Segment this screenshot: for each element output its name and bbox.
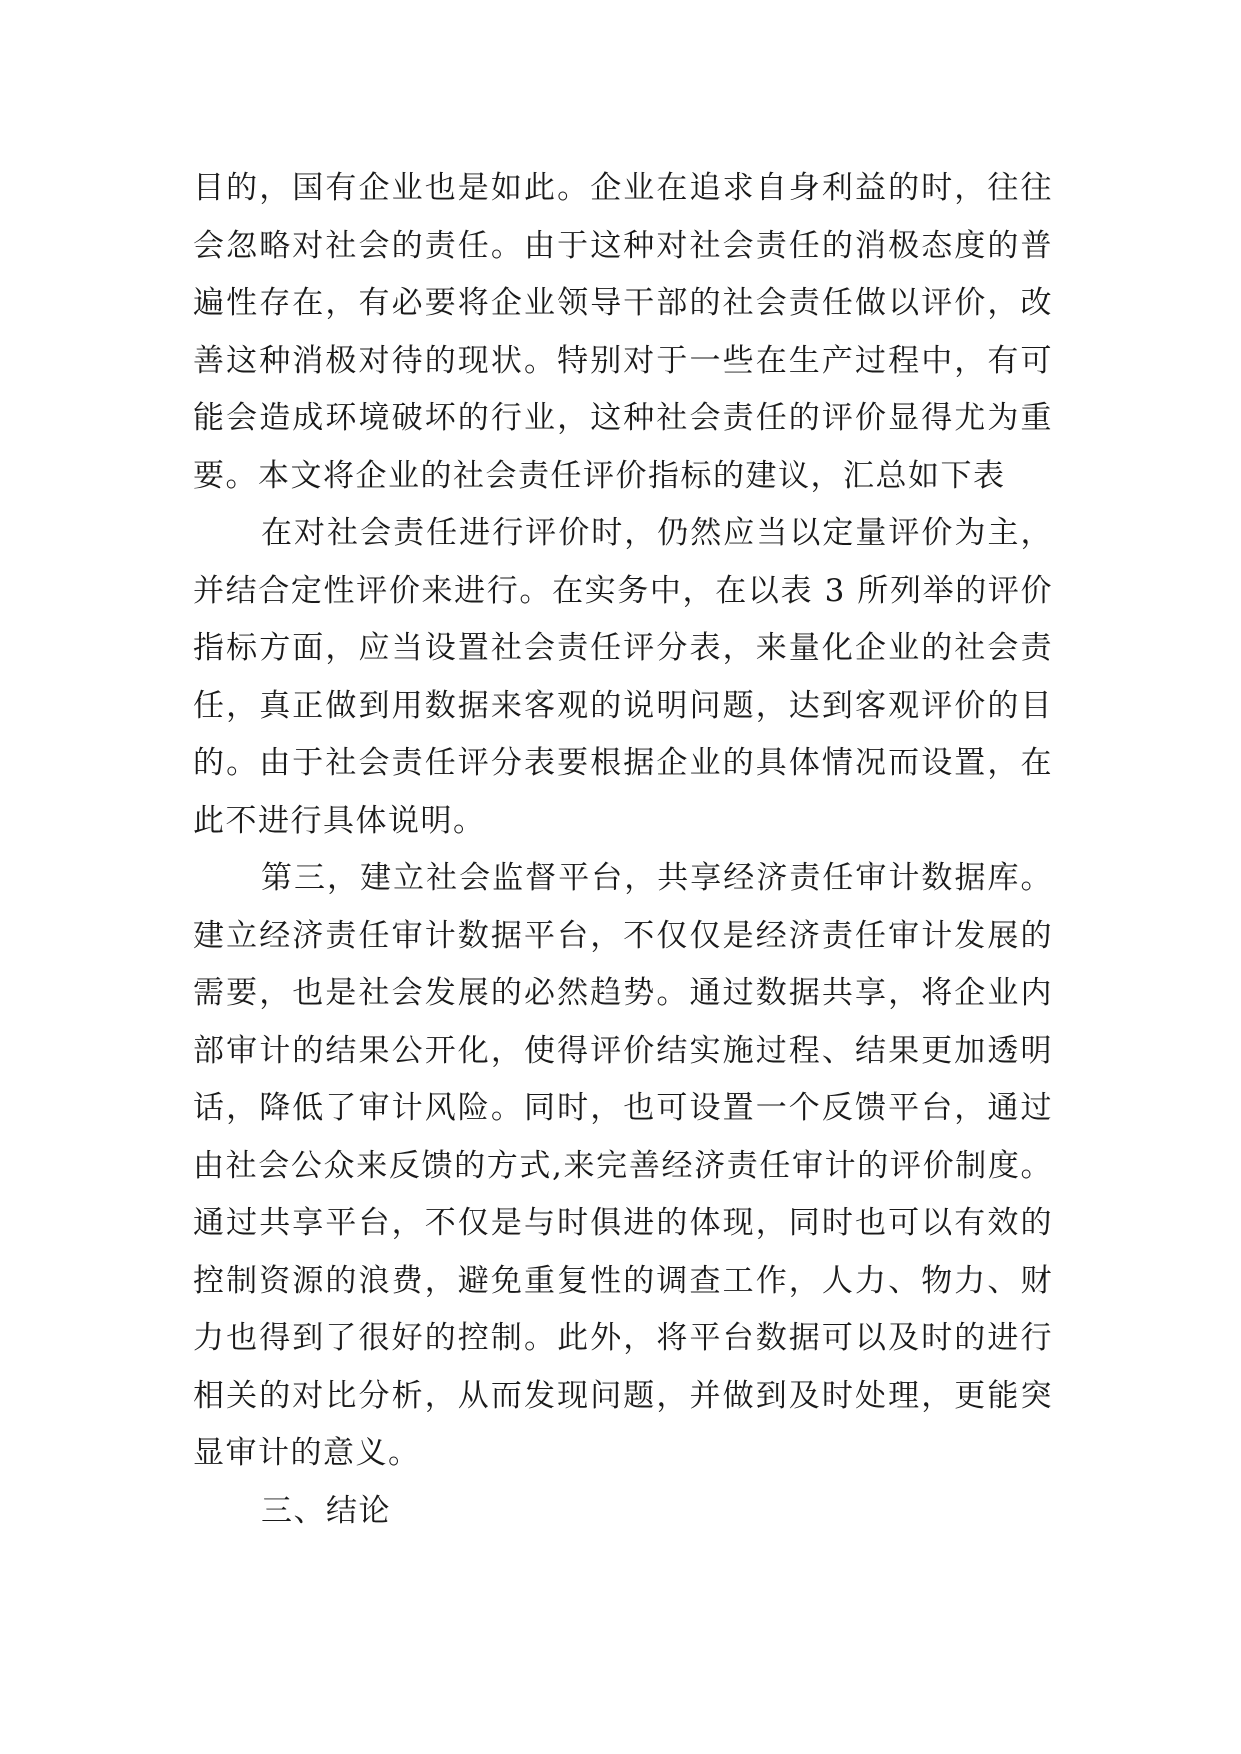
text-line: 第三，建立社会监督平台，共享经济责任审计数据库。 [261,860,1053,896]
text-line: 话，降低了审计风险。同时，也可设置一个反馈平台，通过 [193,1090,1053,1126]
text-line: 能会造成环境破坏的行业，这种社会责任的评价显得尤为重 [193,400,1053,436]
text-line: 指标方面，应当设置社会责任评分表，来量化企业的社会责 [193,630,1053,666]
text-line: 建立经济责任审计数据平台，不仅仅是经济责任审计发展的 [193,917,1053,954]
body-text [193,160,1053,1540]
text-line: 部审计的结果公开化，使得评价结实施过程、结果更加透明 [193,1032,1053,1069]
text-line: 目的，国有企业也是如此。企业在追求自身利益的时，往往 [193,170,1053,206]
text-line: 显审计的意义。 [193,1435,421,1471]
text-line: 在对社会责任进行评价时，仍然应当以定量评价为主， [261,515,1053,551]
text-line: 控制资源的浪费，避免重复性的调查工作，人力、物力、财 [193,1262,1053,1299]
text-line: 通过共享平台，不仅是与时俱进的体现，同时也可以有效的 [193,1205,1053,1241]
text-line: 要。本文将企业的社会责任评价指标的建议，汇总如下表 [193,457,1006,494]
text-line: 会忽略对社会的责任。由于这种对社会责任的消极态度的普 [193,227,1053,264]
text-line: 此不进行具体说明。 [193,802,486,839]
text-line: 遍性存在，有必要将企业领导干部的社会责任做以评价，改 [193,285,1053,321]
text-line: 的。由于社会责任评分表要根据企业的具体情况而设置，在 [193,745,1053,781]
paragraph [193,850,1053,1483]
text-line: 任，真正做到用数据来客观的说明问题，达到客观评价的目 [193,687,1053,724]
paragraph [193,160,1053,505]
text-line: 由社会公众来反馈的方式,来完善经济责任审计的评价制度。 [193,1147,1053,1184]
text-line: 相关的对比分析，从而发现问题，并做到及时处理，更能突 [193,1377,1053,1414]
text-line: 需要，也是社会发展的必然趋势。通过数据共享，将企业内 [193,975,1053,1011]
text-line: 三、结论 [261,1492,391,1529]
text-line: 并结合定性评价来进行。在实务中，在以表 3 所列举的评价 [193,572,1053,609]
text-line: 善这种消极对待的现状。特别对于一些在生产过程中，有可 [193,342,1053,379]
section-heading [193,1483,1053,1541]
paragraph [193,505,1053,850]
text-line: 力也得到了很好的控制。此外，将平台数据可以及时的进行 [193,1320,1053,1356]
